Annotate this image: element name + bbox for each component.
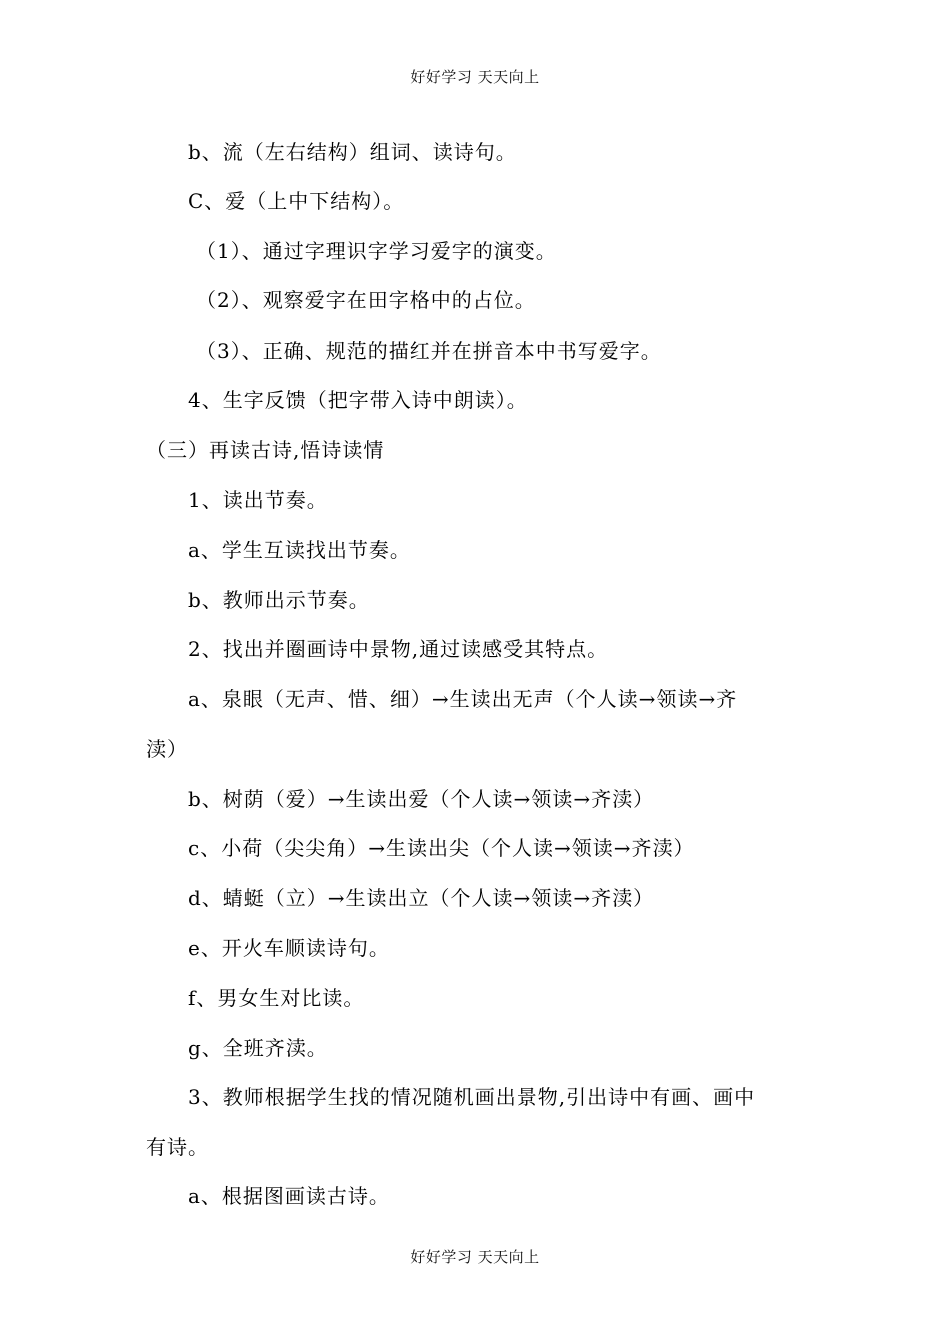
section-heading: （三）再读古诗,悟诗读情 <box>146 438 385 462</box>
text-line: 4、生字反馈（把字带入诗中朗读）。 <box>188 388 528 412</box>
text-line: 2、找出并圈画诗中景物,通过读感受其特点。 <box>188 637 609 661</box>
text-line: （1）、通过字理识字学习爱字的演变。 <box>196 239 557 263</box>
text-line: a、学生互读找出节奏。 <box>188 538 411 562</box>
text-line: d、蜻蜓（立）→生读出立（个人读→领读→齐渎） <box>188 886 655 910</box>
text-line: 1、读出节奏。 <box>188 488 328 512</box>
text-line: g、全班齐渎。 <box>188 1036 328 1060</box>
text-line: f、男女生对比读。 <box>188 986 365 1010</box>
text-line: e、开火车顺读诗句。 <box>188 936 390 960</box>
text-line: b、流（左右结构）组词、读诗句。 <box>188 140 517 164</box>
text-line: c、小荷（尖尖角）→生读出尖（个人读→领读→齐渎） <box>188 836 695 860</box>
text-line: 3、教师根据学生找的情况随机画出景物,引出诗中有画、画中 <box>188 1085 756 1109</box>
text-line: （3）、正确、规范的描红并在拼音本中书写爱字。 <box>196 339 662 363</box>
text-line: 有诗。 <box>146 1135 209 1159</box>
text-line: b、教师出示节奏。 <box>188 588 370 612</box>
page-header: 好好学习 天天向上 <box>410 68 540 86</box>
page-footer: 好好学习 天天向上 <box>410 1248 540 1266</box>
text-line: a、根据图画读古诗。 <box>188 1184 390 1208</box>
text-line: （2）、观察爱字在田字格中的占位。 <box>196 288 536 312</box>
text-line: a、泉眼（无声、惜、细）→生读出无声（个人读→领读→齐 <box>188 687 738 711</box>
text-line: 渎） <box>146 737 188 761</box>
text-line: C、爱（上中下结构）。 <box>188 189 405 213</box>
text-line: b、树荫（爱）→生读出爱（个人读→领读→齐渎） <box>188 787 655 811</box>
